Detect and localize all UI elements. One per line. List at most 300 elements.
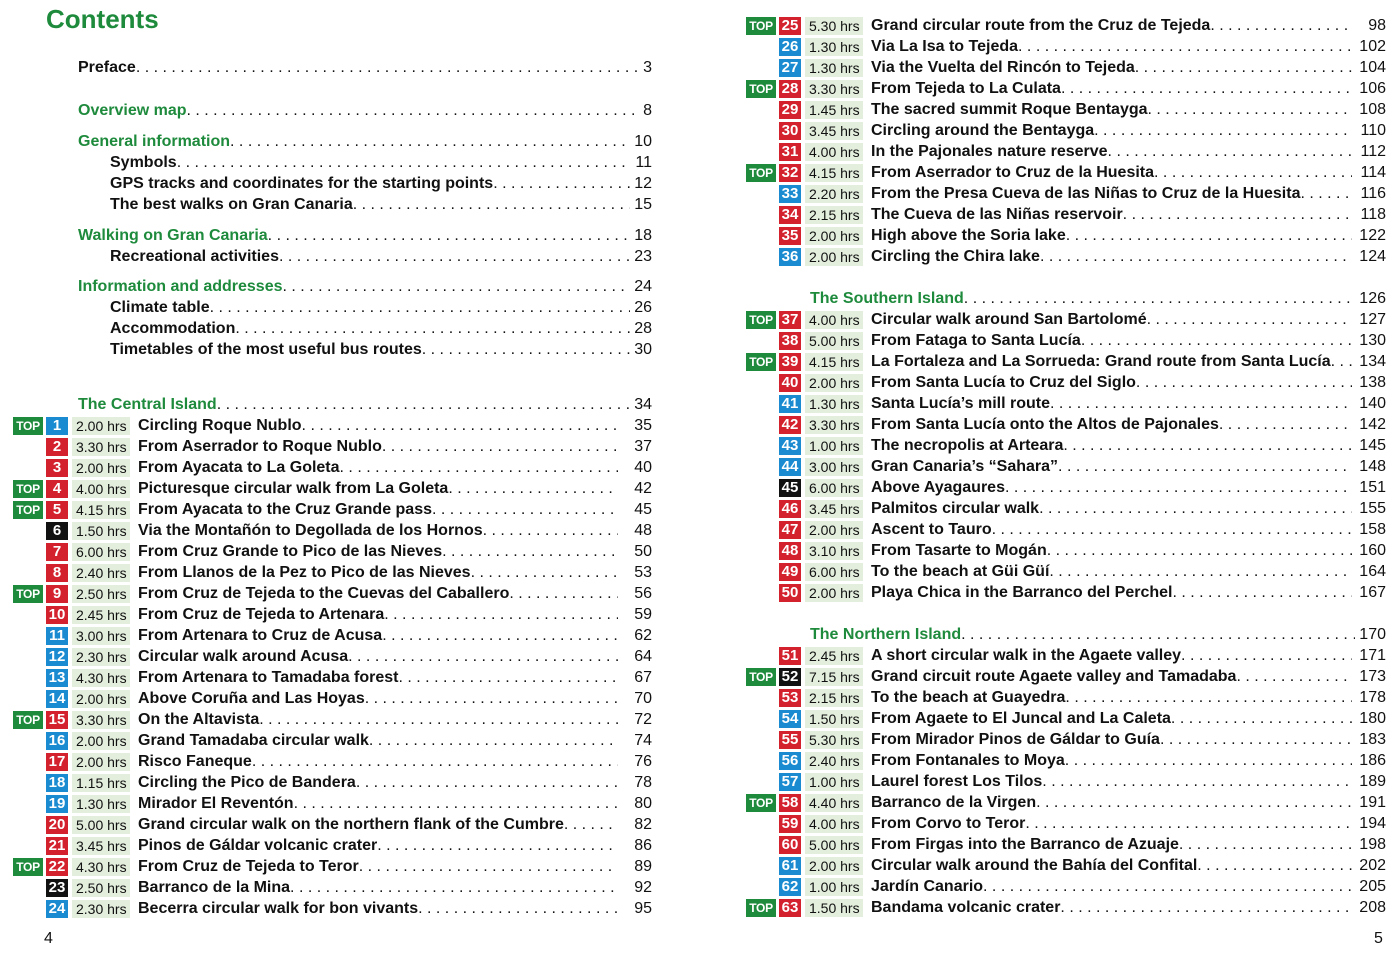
- walk-page: 40: [634, 458, 652, 476]
- walk-page: 108: [1359, 100, 1386, 118]
- walk-number-badge: 50: [779, 584, 801, 602]
- walk-number-badge: 56: [779, 752, 801, 770]
- walk-entry[interactable]: [13, 499, 652, 520]
- walk-entry[interactable]: [746, 141, 1386, 162]
- walk-number-badge: 6: [46, 522, 68, 540]
- walk-page: 191: [1359, 793, 1386, 811]
- top-badge: [13, 753, 43, 771]
- walk-entry[interactable]: [746, 771, 1386, 792]
- top-badge: [746, 416, 776, 434]
- walk-entry[interactable]: [746, 120, 1386, 141]
- walk-duration: 6.00 hrs: [72, 543, 130, 561]
- walk-number-badge: 39: [779, 353, 801, 371]
- walk-number-badge: 26: [779, 38, 801, 56]
- walk-number-badge: 25: [779, 17, 801, 35]
- walk-number-badge: 18: [46, 774, 68, 792]
- section-central-island[interactable]: [78, 394, 652, 415]
- section-label: The Central Island: [78, 395, 217, 413]
- walk-title: Jardín Canario: [871, 877, 984, 895]
- walk-entry[interactable]: [746, 708, 1386, 729]
- walk-duration: 1.50 hrs: [805, 710, 863, 728]
- toc-entry[interactable]: [110, 173, 652, 194]
- walk-title: Via the Vuelta del Rincón to Tejeda: [871, 58, 1135, 76]
- walk-number-badge: 59: [779, 815, 801, 833]
- walk-list-central: [13, 415, 652, 919]
- top-badge: [746, 122, 776, 140]
- walk-entry[interactable]: [13, 793, 652, 814]
- walk-duration: 1.50 hrs: [72, 522, 130, 540]
- walk-duration: 5.30 hrs: [805, 731, 863, 749]
- walk-entry[interactable]: [746, 834, 1386, 855]
- walk-duration: 4.00 hrs: [805, 143, 863, 161]
- walk-title: Grand Tamadaba circular walk: [138, 731, 369, 749]
- walk-duration: 2.30 hrs: [72, 648, 130, 666]
- walk-duration: 6.00 hrs: [805, 479, 863, 497]
- walk-list-northern: [746, 645, 1386, 918]
- top-badge: [746, 584, 776, 602]
- walk-title: From Tasarte to Mogán: [871, 541, 1047, 559]
- walk-entry[interactable]: [746, 204, 1386, 225]
- walk-number-badge: 22: [46, 858, 68, 876]
- walk-number-badge: 7: [46, 543, 68, 561]
- walk-entry[interactable]: [13, 436, 652, 457]
- walk-duration: 1.30 hrs: [805, 395, 863, 413]
- top-badge: TOP: [13, 858, 43, 876]
- walk-entry[interactable]: [13, 877, 652, 898]
- walk-title: To the beach at Güi Güí: [871, 562, 1050, 580]
- walk-duration: 3.45 hrs: [805, 122, 863, 140]
- walk-duration: 1.30 hrs: [805, 59, 863, 77]
- walk-title: Becerra circular walk for bon vivants: [138, 899, 419, 917]
- walk-title: Mirador El Reventón: [138, 794, 294, 812]
- walk-page: 62: [634, 626, 652, 644]
- walk-page: 80: [634, 794, 652, 812]
- walk-entry[interactable]: [746, 666, 1386, 687]
- right-page: [700, 0, 1400, 955]
- walk-entry[interactable]: [746, 750, 1386, 771]
- toc-entry[interactable]: [110, 194, 652, 215]
- walk-entry[interactable]: [746, 876, 1386, 897]
- walk-number-badge: 58: [779, 794, 801, 812]
- walk-number-badge: 54: [779, 710, 801, 728]
- top-badge: [746, 206, 776, 224]
- toc-entry[interactable]: [110, 297, 652, 318]
- walk-number-badge: 24: [46, 900, 68, 918]
- walk-entry[interactable]: [13, 478, 652, 499]
- walk-number-badge: 23: [46, 879, 68, 897]
- top-badge: [746, 563, 776, 581]
- walk-page: 173: [1359, 667, 1386, 685]
- walk-entry[interactable]: [13, 898, 652, 919]
- walk-entry[interactable]: [13, 646, 652, 667]
- toc-entry[interactable]: [78, 57, 652, 78]
- walk-page: 127: [1359, 310, 1386, 328]
- walk-page: 45: [634, 500, 652, 518]
- toc-entry-label: Symbols: [110, 154, 177, 171]
- toc-entry-page: 28: [634, 320, 652, 337]
- walk-entry[interactable]: [13, 751, 652, 772]
- walk-number-badge: 40: [779, 374, 801, 392]
- walk-entry[interactable]: [13, 625, 652, 646]
- walk-title: From Cruz de Tejeda to Teror: [138, 857, 359, 875]
- walk-title: From Santa Lucía to Cruz del Siglo: [871, 373, 1136, 391]
- walk-entry[interactable]: [746, 855, 1386, 876]
- walk-entry[interactable]: [13, 814, 652, 835]
- top-badge: [746, 836, 776, 854]
- walk-title: On the Altavista: [138, 710, 260, 728]
- top-badge: [746, 437, 776, 455]
- walk-duration: 4.30 hrs: [72, 858, 130, 876]
- walk-page: 78: [634, 773, 652, 791]
- walk-duration: 4.00 hrs: [72, 480, 130, 498]
- toc-entry-page: 23: [634, 248, 652, 265]
- walk-page: 155: [1359, 499, 1386, 517]
- walk-number-badge: 4: [46, 480, 68, 498]
- walk-title: Picturesque circular walk from La Goleta: [138, 479, 449, 497]
- walk-duration: 3.30 hrs: [805, 80, 863, 98]
- section-label: The Northern Island: [810, 625, 962, 643]
- walk-entry[interactable]: [13, 709, 652, 730]
- walk-duration: 2.00 hrs: [805, 374, 863, 392]
- walk-number-badge: 5: [46, 501, 68, 519]
- walk-title: Palmitos circular walk: [871, 499, 1040, 517]
- walk-duration: 3.45 hrs: [72, 837, 130, 855]
- walk-number-badge: 9: [46, 585, 68, 603]
- walk-entry[interactable]: [13, 604, 652, 625]
- walk-entry[interactable]: [746, 372, 1386, 393]
- walk-page: 86: [634, 836, 652, 854]
- walk-entry[interactable]: [746, 183, 1386, 204]
- walk-title: Playa Chica in the Barranco del Perchel: [871, 583, 1173, 601]
- walk-number-badge: 44: [779, 458, 801, 476]
- walk-page: 76: [634, 752, 652, 770]
- walk-page: 42: [634, 479, 652, 497]
- walk-number-badge: 13: [46, 669, 68, 687]
- walk-page: 114: [1360, 163, 1386, 181]
- top-badge: [746, 59, 776, 77]
- top-badge: [13, 837, 43, 855]
- section-northern-island[interactable]: [810, 624, 1386, 645]
- walk-page: 202: [1359, 856, 1386, 874]
- walk-duration: 5.30 hrs: [805, 17, 863, 35]
- walk-entry[interactable]: [13, 583, 652, 604]
- walk-entry[interactable]: [746, 393, 1386, 414]
- walk-title: Santa Lucía’s mill route: [871, 394, 1051, 412]
- walk-duration: 1.15 hrs: [72, 774, 130, 792]
- walk-title: From Corvo to Teror: [871, 814, 1026, 832]
- walk-number-badge: 14: [46, 690, 68, 708]
- walk-title: The Cueva de las Niñas reservoir: [871, 205, 1123, 223]
- walk-title: From Ayacata to La Goleta: [138, 458, 340, 476]
- walk-entry[interactable]: [13, 835, 652, 856]
- toc-entry-page: 24: [634, 278, 652, 295]
- top-badge: TOP: [746, 353, 776, 371]
- walk-duration: 1.00 hrs: [805, 878, 863, 896]
- walk-duration: 4.15 hrs: [805, 164, 863, 182]
- walk-duration: 2.40 hrs: [805, 752, 863, 770]
- top-badge: [13, 606, 43, 624]
- walk-duration: 3.10 hrs: [805, 542, 863, 560]
- toc-entry-label: General information: [78, 133, 231, 150]
- walk-entry[interactable]: [746, 162, 1386, 183]
- walk-page: 48: [634, 521, 652, 539]
- top-badge: TOP: [746, 668, 776, 686]
- walk-title: From Agaete to El Juncal and La Caleta: [871, 709, 1171, 727]
- walk-page: 130: [1359, 331, 1386, 349]
- toc-entry[interactable]: [78, 225, 652, 246]
- walk-duration: 2.00 hrs: [72, 753, 130, 771]
- walk-entry[interactable]: [746, 687, 1386, 708]
- top-badge: [746, 332, 776, 350]
- walk-entry[interactable]: [13, 667, 652, 688]
- top-badge: [746, 38, 776, 56]
- walk-duration: 2.30 hrs: [72, 900, 130, 918]
- walk-duration: 6.00 hrs: [805, 563, 863, 581]
- walk-title: From Cruz de Tejeda to Artenara: [138, 605, 385, 623]
- walk-entry[interactable]: [13, 541, 652, 562]
- top-badge: [746, 647, 776, 665]
- walk-number-badge: 27: [779, 59, 801, 77]
- walk-title: Barranco de la Mina: [138, 878, 291, 896]
- top-badge: [13, 543, 43, 561]
- walk-entry[interactable]: [746, 477, 1386, 498]
- walk-number-badge: 30: [779, 122, 801, 140]
- walk-entry[interactable]: [746, 519, 1386, 540]
- top-badge: [13, 732, 43, 750]
- walk-entry[interactable]: [746, 897, 1386, 918]
- walk-number-badge: 60: [779, 836, 801, 854]
- walk-page: 92: [634, 878, 652, 896]
- walk-page: 70: [634, 689, 652, 707]
- walk-duration: 1.00 hrs: [805, 437, 863, 455]
- toc-entry[interactable]: [110, 318, 652, 339]
- walk-entry[interactable]: [746, 246, 1386, 267]
- section-label: The Southern Island: [810, 289, 964, 307]
- top-badge: [13, 669, 43, 687]
- walk-duration: 2.00 hrs: [72, 690, 130, 708]
- toc-entry-label: Timetables of the most useful bus routes: [110, 341, 422, 358]
- walk-number-badge: 62: [779, 878, 801, 896]
- walk-duration: 2.50 hrs: [72, 879, 130, 897]
- top-badge: [13, 564, 43, 582]
- top-badge: [746, 374, 776, 392]
- walk-page: 95: [634, 899, 652, 917]
- walk-entry[interactable]: [746, 645, 1386, 666]
- walk-page: 64: [634, 647, 652, 665]
- toc-entry-page: 10: [634, 133, 652, 150]
- walk-title: Barranco de la Virgen: [871, 793, 1037, 811]
- walk-title: Circular walk around the Bahía del Confital: [871, 856, 1198, 874]
- walk-title: From Artenara to Tamadaba forest: [138, 668, 399, 686]
- walk-page: 110: [1360, 121, 1386, 139]
- walk-page: 160: [1359, 541, 1386, 559]
- walk-title: Laurel forest Los Tilos: [871, 772, 1043, 790]
- walk-title: From Firgas into the Barranco de Azuaje: [871, 835, 1179, 853]
- walk-duration: 3.00 hrs: [72, 627, 130, 645]
- walk-entry[interactable]: [746, 498, 1386, 519]
- walk-duration: 1.30 hrs: [805, 38, 863, 56]
- toc-entry[interactable]: [78, 100, 652, 121]
- top-badge: [746, 521, 776, 539]
- walk-number-badge: 10: [46, 606, 68, 624]
- top-badge: TOP: [13, 711, 43, 729]
- walk-number-badge: 57: [779, 773, 801, 791]
- walk-entry[interactable]: [13, 856, 652, 877]
- walk-number-badge: 47: [779, 521, 801, 539]
- walk-entry[interactable]: [746, 792, 1386, 813]
- toc-entry-page: 15: [634, 196, 652, 213]
- walk-entry[interactable]: [746, 561, 1386, 582]
- walk-entry[interactable]: [13, 688, 652, 709]
- walk-number-badge: 51: [779, 647, 801, 665]
- walk-page: 72: [634, 710, 652, 728]
- walk-number-badge: 55: [779, 731, 801, 749]
- walk-title: From Cruz Grande to Pico de las Nieves: [138, 542, 443, 560]
- toc-entry-page: 11: [635, 154, 652, 171]
- walk-number-badge: 1: [46, 417, 68, 435]
- top-badge: [746, 878, 776, 896]
- walk-entry[interactable]: [13, 415, 652, 436]
- walk-duration: 2.00 hrs: [805, 521, 863, 539]
- contents-title: Contents: [46, 4, 159, 34]
- top-badge: TOP: [746, 794, 776, 812]
- walk-number-badge: 35: [779, 227, 801, 245]
- walk-entry[interactable]: [746, 15, 1386, 36]
- walk-number-badge: 16: [46, 732, 68, 750]
- walk-duration: 7.15 hrs: [805, 668, 863, 686]
- walk-title: From Tejeda to La Culata: [871, 79, 1061, 97]
- toc-entry-page: 3: [643, 59, 652, 76]
- walk-number-badge: 61: [779, 857, 801, 875]
- top-badge: [746, 479, 776, 497]
- toc-entry[interactable]: [110, 246, 652, 267]
- walk-page: 148: [1359, 457, 1386, 475]
- walk-duration: 4.00 hrs: [805, 815, 863, 833]
- walk-duration: 1.50 hrs: [805, 899, 863, 917]
- top-badge: [746, 710, 776, 728]
- walk-duration: 2.20 hrs: [805, 185, 863, 203]
- section-southern-island[interactable]: [810, 288, 1386, 309]
- walk-number-badge: 28: [779, 80, 801, 98]
- walk-entry[interactable]: [746, 309, 1386, 330]
- walk-page: 140: [1359, 394, 1386, 412]
- walk-page: 142: [1359, 415, 1386, 433]
- walk-entry[interactable]: [746, 582, 1386, 603]
- walk-duration: 2.15 hrs: [805, 206, 863, 224]
- walk-entry[interactable]: [746, 414, 1386, 435]
- walk-entry[interactable]: [746, 57, 1386, 78]
- walk-page: 178: [1359, 688, 1386, 706]
- walk-list-southern: [746, 309, 1386, 603]
- walk-title: Circular walk around San Bartolomé: [871, 310, 1147, 328]
- top-badge: TOP: [746, 311, 776, 329]
- walk-duration: 3.45 hrs: [805, 500, 863, 518]
- walk-title: From the Presa Cueva de las Niñas to Cruz de la Huesita: [871, 184, 1301, 202]
- toc-entry[interactable]: [110, 152, 652, 173]
- walk-entry[interactable]: [13, 457, 652, 478]
- walk-page: 189: [1359, 772, 1386, 790]
- toc-entry[interactable]: [78, 131, 652, 152]
- walk-entry[interactable]: [13, 562, 652, 583]
- top-badge: TOP: [13, 480, 43, 498]
- top-badge: TOP: [13, 585, 43, 603]
- walk-entry[interactable]: [746, 78, 1386, 99]
- walk-page: 104: [1359, 58, 1386, 76]
- top-badge: [746, 773, 776, 791]
- walk-title: From Llanos de la Pez to Pico de las Nieves: [138, 563, 471, 581]
- walk-page: 164: [1359, 562, 1386, 580]
- walk-page: 50: [634, 542, 652, 560]
- toc-entry[interactable]: [110, 339, 652, 360]
- walk-entry[interactable]: [746, 435, 1386, 456]
- toc-entry-label: Climate table: [110, 299, 210, 316]
- walk-entry[interactable]: [746, 540, 1386, 561]
- walk-entry[interactable]: [746, 456, 1386, 477]
- walk-duration: 4.00 hrs: [805, 311, 863, 329]
- top-badge: [746, 500, 776, 518]
- walk-number-badge: 20: [46, 816, 68, 834]
- walk-page: 98: [1368, 16, 1386, 34]
- walk-page: 67: [634, 668, 652, 686]
- walk-title: From Fontanales to Moya: [871, 751, 1065, 769]
- walk-entry[interactable]: [746, 225, 1386, 246]
- walk-entry[interactable]: [13, 520, 652, 541]
- walk-duration: 3.30 hrs: [72, 711, 130, 729]
- walk-title: From Fataga to Santa Lucía: [871, 331, 1081, 349]
- walk-title: From Aserrador to Cruz de la Huesita: [871, 163, 1155, 181]
- walk-duration: 2.00 hrs: [805, 227, 863, 245]
- walk-number-badge: 63: [779, 899, 801, 917]
- toc-entry-label: Information and addresses: [78, 278, 283, 295]
- top-badge: [13, 879, 43, 897]
- walk-entry[interactable]: [746, 729, 1386, 750]
- walk-entry[interactable]: [13, 730, 652, 751]
- toc-entry[interactable]: [78, 276, 652, 297]
- walk-duration: 5.00 hrs: [805, 332, 863, 350]
- walk-title: Above Coruña and Las Hoyas: [138, 689, 365, 707]
- top-badge: TOP: [746, 899, 776, 917]
- walk-entry[interactable]: [13, 772, 652, 793]
- walk-page: 112: [1360, 142, 1386, 160]
- top-badge: [746, 227, 776, 245]
- walk-page: 102: [1359, 37, 1386, 55]
- walk-page: 194: [1359, 814, 1386, 832]
- walk-entry[interactable]: [746, 330, 1386, 351]
- walk-title: From Aserrador to Roque Nublo: [138, 437, 382, 455]
- walk-duration: 2.45 hrs: [72, 606, 130, 624]
- walk-title: Gran Canaria’s “Sahara”: [871, 457, 1059, 475]
- walk-number-badge: 43: [779, 437, 801, 455]
- top-badge: [746, 857, 776, 875]
- walk-number-badge: 42: [779, 416, 801, 434]
- walk-number-badge: 38: [779, 332, 801, 350]
- walk-duration: 4.15 hrs: [805, 353, 863, 371]
- walk-title: The sacred summit Roque Bentayga: [871, 100, 1148, 118]
- walk-entry[interactable]: [746, 99, 1386, 120]
- walk-entry[interactable]: [746, 351, 1386, 372]
- top-badge: [746, 815, 776, 833]
- walk-page: 35: [634, 416, 652, 434]
- walk-entry[interactable]: [746, 36, 1386, 57]
- walk-page: 82: [634, 815, 652, 833]
- walk-number-badge: 48: [779, 542, 801, 560]
- walk-page: 134: [1359, 352, 1386, 370]
- walk-entry[interactable]: [746, 813, 1386, 834]
- walk-duration: 5.00 hrs: [72, 816, 130, 834]
- walk-number-badge: 52: [779, 668, 801, 686]
- walk-number-badge: 19: [46, 795, 68, 813]
- top-badge: [746, 185, 776, 203]
